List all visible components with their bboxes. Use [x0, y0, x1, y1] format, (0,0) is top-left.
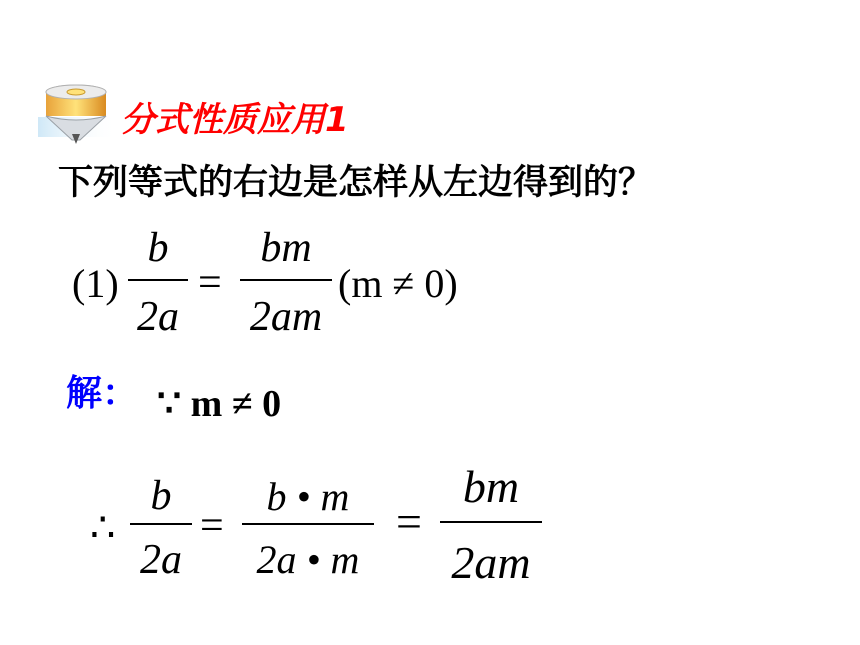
- step1-numerator: b: [150, 473, 172, 519]
- step3-denominator: 2am: [451, 537, 531, 588]
- fraction-bar: [242, 523, 374, 525]
- step2-denominator: 2a • m: [256, 537, 360, 582]
- step1-fraction: [130, 470, 192, 590]
- step3-numerator: bm: [462, 461, 520, 512]
- pencil-tip-icon: [38, 82, 118, 146]
- step3-fraction: [440, 458, 542, 588]
- therefore-symbol: ∴: [90, 505, 116, 550]
- problem-label: (1): [72, 261, 119, 306]
- fraction-bar: [440, 521, 542, 523]
- fraction-bar: [130, 523, 192, 525]
- problem-condition: (m ≠ 0): [338, 261, 458, 306]
- problem-rhs-numerator: bm: [260, 225, 312, 271]
- problem-rhs-denominator: 2am: [249, 294, 323, 340]
- step1-denominator: 2a: [140, 537, 182, 583]
- step-equals-2: =: [396, 496, 422, 547]
- fraction-bar: [240, 279, 332, 281]
- solution-label: 解：: [66, 373, 139, 414]
- problem-rhs-fraction: [240, 220, 332, 340]
- problem-lhs-fraction: [128, 220, 188, 340]
- step2-fraction: [242, 470, 374, 590]
- section-title: 分式性质应用1: [121, 100, 349, 140]
- fraction-bar: [128, 279, 188, 281]
- problem-lhs-numerator: b: [147, 225, 169, 271]
- question-text: 下列等式的右边是怎样从左边得到的？: [58, 163, 654, 203]
- problem-lhs-denominator: 2a: [137, 294, 179, 340]
- problem-equals: =: [198, 260, 222, 306]
- because-statement: ∵ m ≠ 0: [157, 383, 282, 425]
- step2-numerator: b • m: [266, 474, 350, 519]
- step-equals-1: =: [200, 503, 224, 549]
